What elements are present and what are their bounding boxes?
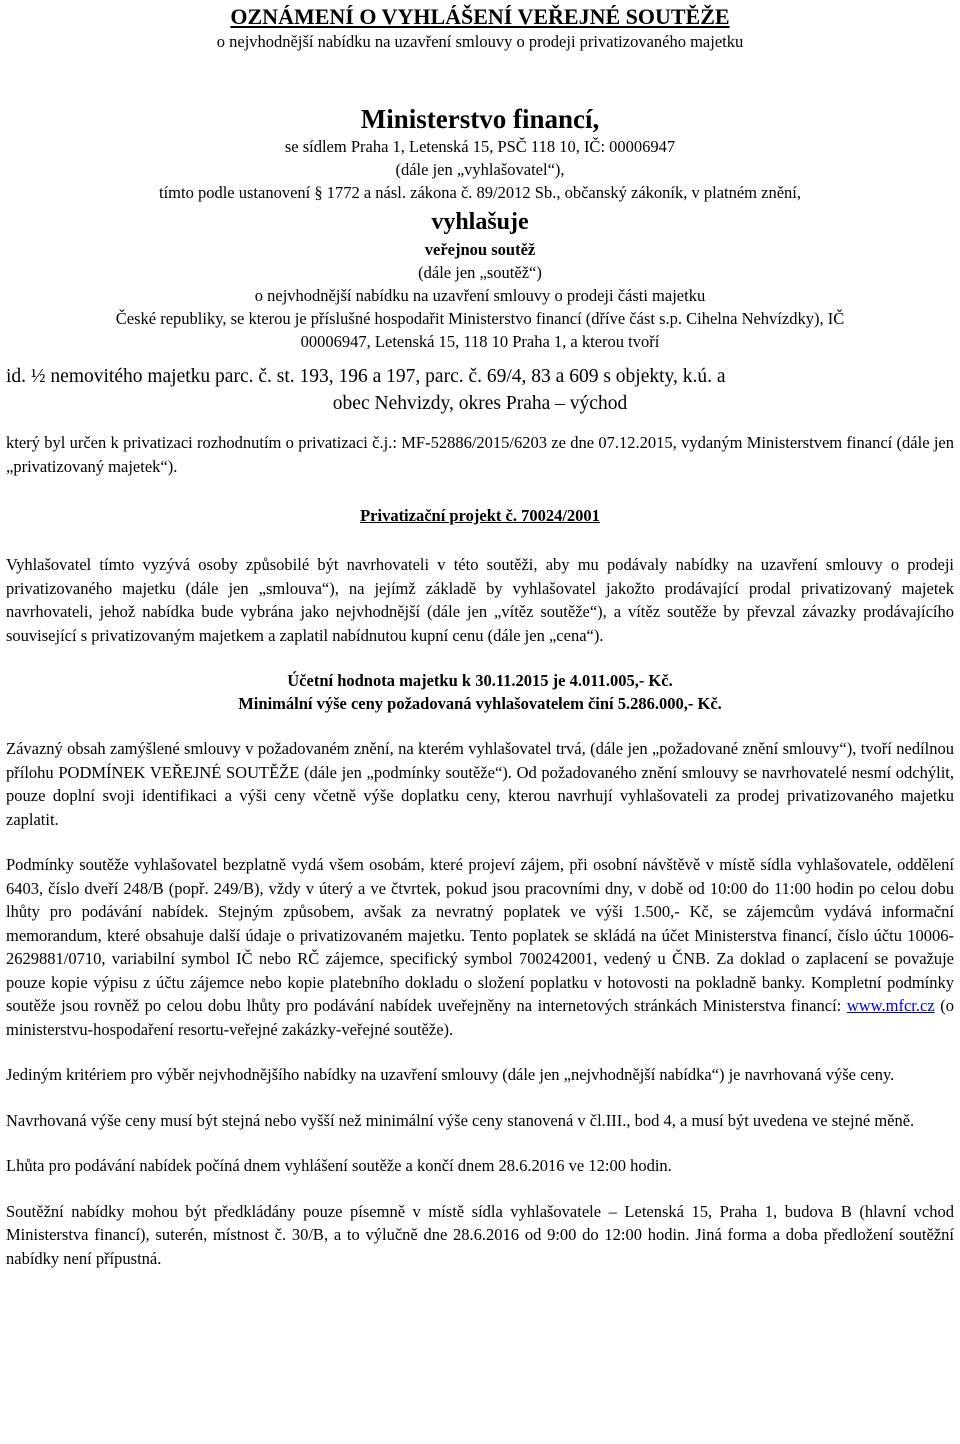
competition-alias: (dále jen „soutěž“) [418,263,542,282]
conditions-text: Podmínky soutěže vyhlašovatel bezplatně vydá všem osobám, které projeví zájem, při osobní návštěvě v místě sídla vyhlašovatele, oddělení 6403, číslo dveří 248/B (popř. 249/B), vždy v úterý a ve čtvrtek, pokud jsou pracovními dny, v době od 10:00 do 11:00 hodin po celou dobu lhůty pro podávání nabídek. Stejným způsobem, avšak za nevratný poplatek ve výši 1.500,- Kč, se zájemcům vydává informační memorandum, které obsahuje další údaje o privatizovaném majetku. Tento poplatek se skládá na účet Ministerstva financí, číslo účtu 10006-2629881/0710, variabilní symbol IČ nebo RČ zájemce, specifický symbol 700242001, vedený u ČNB. Za doklad o zaplacení se považuje pouze kopie výpisu z účtu zájemce nebo kopie platebního dokladu o složení poplatku v hotovosti na pokladně banky. Kompletní podmínky soutěže jsou rovněž po celou dobu lhůty pro podávání nabídek uveřejněny na internetových stránkách Ministerstva financí: [6,855,954,1015]
project-label: Privatizační projekt č. 70024/2001 [360,506,600,525]
document-page [0,4,960,1444]
owner-line-2: 00006947, Letenská 15, 118 10 Praha 1, a kterou tvoří [300,332,660,351]
competition-label: veřejnou soutěž [424,240,536,259]
document-subtitle: o nejvhodnější nabídku na uzavření smlouvy o prodeji privatizovaného majetku [216,32,744,51]
property-line-1: id. ½ nemovitého majetku parc. č. st. 193, 196 a 197, parc. č. 69/4, 83 a 609 s objekty, k.ú. a [6,366,726,387]
submission-paragraph: Soutěžní nabídky mohou být předkládány pouze písemně v místě sídla vyhlašovatele – Letenská 15, Praha 1, budova B (hlavní vchod Ministerstva financí), suterén, místnost č. 30/B, a to výlučně dne 28.6.2016 od 9:00 do 12:00 hodin. Jiná forma a doba předložení soutěžní nabídky není přípustná. [6,1201,954,1268]
announcer-name: Ministerstvo financí, [360,104,600,134]
deadline-paragraph: Lhůta pro podávání nabídek počíná dnem vyhlášení soutěže a končí dnem 28.6.2016 ve 12:00 hodin. [6,1156,672,1175]
conditions-text-end: (o ministerstvu-hospodaření resortu-veřejné zakázky-veřejné soutěže). [6,996,954,1039]
document-title: OZNÁMENÍ O VYHLÁŠENÍ VEŘEJNÉ SOUTĚŽE [230,4,730,29]
price-rule-paragraph: Navrhovaná výše ceny musí být stejná nebo vyšší než minimální výše ceny stanovená v čl.III., bod 4, a musí být uvedena ve stejné měně. [6,1110,915,1130]
contract-paragraph: Závazný obsah zamýšlené smlouvy v požadovaném znění, na kterém vyhlašovatel trvá, (dále jen „požadované znění smlouvy“), tvoří nedílnou přílohu PODMÍNEK VEŘEJNÉ SOUTĚŽE (dále jen „podmínky soutěže“). Od požadovaného znění smlouvy se navrhovatelé nesmí odchýlit, pouze doplní svoji identifikaci a výši ceny včetně výše doplatku ceny, kterou navrhují vyhlašovateli za prodej privatizovaného majetku zaplatit. [6,739,954,829]
privatization-decision: který byl určen k privatizaci rozhodnutím o privatizaci č.j.: MF-52886/2015/6203 ze dne 07.12.2015, vydaným Ministerstvem financí (dále jen „privatizovaný majetek“). [6,433,954,476]
conditions-paragraph [6,853,954,1041]
announcer-address: se sídlem Praha 1, Letenská 15, PSČ 118 10, IČ: 00006947 [284,137,676,156]
book-value: Účetní hodnota majetku k 30.11.2015 je 4.011.005,- Kč. [287,671,673,690]
legal-basis: tímto podle ustanovení § 1772 a násl. zákona č. 89/2012 Sb., občanský zákoník, v platném znění, [159,183,801,202]
criterion-paragraph: Jediným kritériem pro výběr nejvhodnějšího nabídky na uzavření smlouvy (dále jen „nejvhodnější nabídka“) je navrhovaná výše ceny. [6,1065,895,1084]
declaration-verb: vyhlašuje [431,209,529,235]
competition-purpose: o nejvhodnější nabídku na uzavření smlouvy o prodeji části majetku [254,286,706,305]
property-line-2: obec Nehvizdy, okres Praha – východ [332,393,628,414]
minimum-price: Minimální výše ceny požadovaná vyhlašovatelem činí 5.286.000,- Kč. [238,694,722,713]
mfcr-link[interactable]: www.mfcr.cz [846,996,935,1015]
owner-line-1: České republiky, se kterou je příslušné hospodařit Ministerstvo financí (dříve část s.p. Cihelna Nehvízdky), IČ [115,309,845,328]
announcer-alias: (dále jen „vyhlašovatel“), [395,160,565,179]
invitation-paragraph: Vyhlašovatel tímto vyzývá osoby způsobilé být navrhovateli v této soutěži, aby mu podávaly nabídky na uzavření smlouvy o prodeji privatizovaného majetku (dále jen „smlouva“), na jejímž základě by vyhlašovatel jakožto prodávající prodal privatizovaný majetek navrhovateli, jehož nabídka bude vybrána jako nejvhodnější (dále jen „vítěz soutěže“), a vítěz soutěže by převzal závazky prodávajícího související s privatizovaným majetkem a zaplatil nabídnutou kupní cenu (dále jen „cena“). [6,555,954,645]
